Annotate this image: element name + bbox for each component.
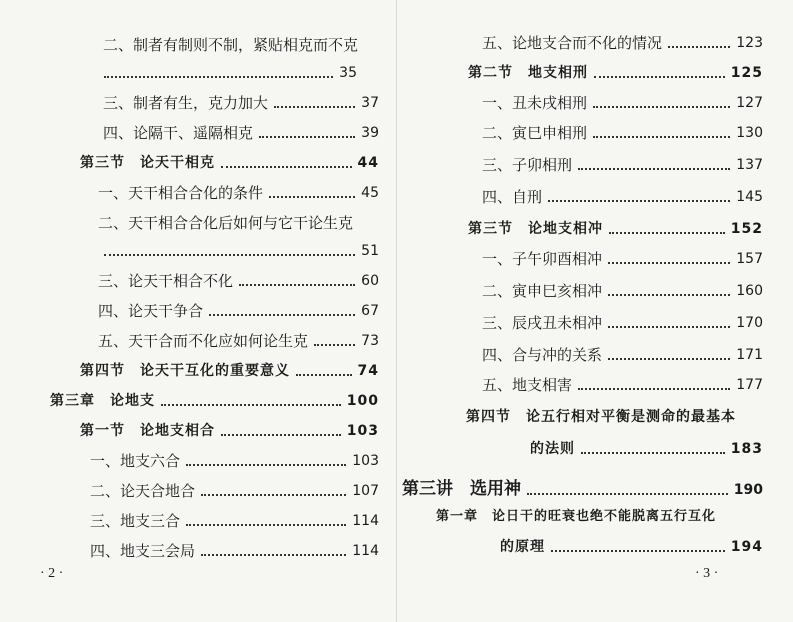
leader-dots — [578, 388, 730, 390]
toc-entry-page: 51 — [361, 243, 379, 259]
toc-entry[interactable] — [98, 272, 379, 290]
leader-dots — [594, 76, 725, 78]
toc-entry-title: 第三讲 选用神 — [402, 479, 521, 499]
leader-dots — [551, 550, 725, 552]
leader-dots — [608, 326, 730, 328]
toc-entry-page: 73 — [361, 333, 379, 349]
toc-section[interactable] — [80, 362, 379, 380]
leader-dots — [578, 168, 730, 170]
leader-dots — [296, 374, 352, 376]
toc-entry-title: 二、寅巳申相刑 — [482, 124, 588, 142]
toc-entry-page: 67 — [361, 303, 379, 319]
toc-entry-page: 74 — [357, 363, 379, 379]
toc-section[interactable] — [530, 440, 763, 458]
toc-entry-title: 四、论隔干、遥隔相克 — [103, 124, 254, 142]
toc-entry[interactable] — [103, 36, 358, 54]
toc-chapter[interactable] — [436, 508, 716, 526]
toc-entry[interactable] — [98, 242, 379, 260]
toc-entry-title: 二、天干相合合化后如何与它干论生克 — [98, 214, 354, 232]
page-number: · 2 · — [40, 566, 64, 581]
toc-entry-title: 四、自刑 — [482, 188, 543, 206]
toc-entry[interactable] — [98, 214, 353, 232]
toc-section[interactable] — [468, 220, 763, 238]
toc-entry-page: 170 — [736, 315, 763, 331]
toc-entry-page: 103 — [352, 453, 379, 469]
toc-entry[interactable] — [482, 282, 763, 300]
leader-dots — [201, 554, 346, 556]
toc-entry-title: 的法则 — [530, 441, 575, 457]
leader-dots — [608, 358, 730, 360]
toc-entry[interactable] — [482, 188, 763, 206]
left-page — [0, 0, 393, 622]
toc-entry-title: 二、寅申巳亥相冲 — [482, 282, 603, 300]
toc-entry[interactable] — [482, 156, 763, 174]
toc-entry[interactable] — [90, 452, 379, 470]
leader-dots — [104, 76, 333, 78]
page-number: · 3 · — [695, 566, 719, 581]
toc-entry[interactable] — [90, 512, 379, 530]
leader-dots — [608, 262, 730, 264]
toc-entry-page: 125 — [730, 65, 763, 81]
toc-entry-title: 五、天干合而不化应如何论生克 — [98, 332, 309, 350]
toc-entry-title: 第二节 地支相刑 — [468, 65, 588, 81]
toc-entry[interactable] — [482, 34, 763, 52]
toc-entry-title: 一、子午卯酉相冲 — [482, 250, 603, 268]
toc-section[interactable] — [466, 408, 736, 426]
toc-entry-title: 四、合与冲的关系 — [482, 346, 603, 364]
leader-dots — [593, 106, 730, 108]
toc-entry-page: 114 — [352, 513, 379, 529]
toc-entry-title: 一、天干相合合化的条件 — [98, 184, 264, 202]
leader-dots — [269, 196, 355, 198]
toc-entry-title: 五、论地支合而不化的情况 — [482, 34, 663, 52]
toc-entry-page: 45 — [361, 185, 379, 201]
toc-entry-title: 的原理 — [500, 539, 545, 555]
toc-lecture[interactable] — [402, 474, 763, 499]
toc-entry-title: 三、制者有生，克力加大 — [103, 94, 269, 112]
toc-entry[interactable] — [98, 64, 357, 82]
toc-entry-title: 第三章 论地支 — [50, 393, 155, 409]
leader-dots — [209, 314, 355, 316]
toc-chapter[interactable] — [50, 392, 379, 410]
toc-entry[interactable] — [482, 346, 763, 364]
toc-entry[interactable] — [98, 332, 379, 350]
toc-entry-title: 三、辰戌丑未相冲 — [482, 314, 603, 332]
leader-dots — [608, 294, 730, 296]
toc-entry-title: 一、丑未戌相刑 — [482, 94, 588, 112]
toc-entry-page: 157 — [736, 251, 763, 267]
toc-chapter[interactable] — [500, 538, 763, 556]
toc-entry-page: 137 — [736, 157, 763, 173]
toc-entry[interactable] — [103, 124, 379, 142]
leader-dots — [548, 200, 730, 202]
toc-entry-page: 171 — [736, 347, 763, 363]
toc-entry-page: 103 — [346, 423, 379, 439]
toc-entry-title: 四、论天干争合 — [98, 302, 204, 320]
leader-dots — [668, 46, 730, 48]
toc-section[interactable] — [80, 154, 379, 172]
leader-dots — [186, 464, 346, 466]
toc-entry[interactable] — [482, 124, 763, 142]
toc-entry[interactable] — [482, 314, 763, 332]
leader-dots — [274, 106, 355, 108]
toc-entry-title: 第四节 论五行相对平衡是测命的最基本 — [466, 409, 736, 425]
leader-dots — [221, 434, 341, 436]
toc-entry-title: 第三节 论地支相冲 — [468, 221, 603, 237]
toc-entry[interactable] — [103, 94, 379, 112]
toc-entry[interactable] — [90, 542, 379, 560]
toc-entry-title: 五、地支相害 — [482, 376, 573, 394]
toc-entry-page: 145 — [736, 189, 763, 205]
toc-entry-title: 第三节 论天干相克 — [80, 155, 215, 171]
leader-dots — [527, 493, 728, 495]
toc-entry[interactable] — [98, 302, 379, 320]
leader-dots — [593, 136, 730, 138]
toc-entry-title: 第四节 论天干互化的重要意义 — [80, 363, 290, 379]
toc-entry-title: 二、论天合地合 — [90, 482, 196, 500]
leader-dots — [314, 344, 355, 346]
toc-entry-page: 100 — [346, 393, 379, 409]
toc-entry-page: 37 — [361, 95, 379, 111]
toc-entry-title: 二、制者有制则不制，紧贴相克而不克 — [103, 36, 359, 54]
leader-dots — [581, 452, 725, 454]
toc-entry[interactable] — [482, 94, 763, 112]
leader-dots — [104, 254, 355, 256]
toc-entry[interactable] — [482, 376, 763, 394]
leader-dots — [609, 232, 725, 234]
toc-entry-page: 190 — [733, 482, 763, 498]
toc-entry-page: 107 — [352, 483, 379, 499]
toc-entry-page: 152 — [730, 221, 763, 237]
toc-entry-page: 183 — [730, 441, 763, 457]
toc-entry-title: 第一章 论日干的旺衰也绝不能脱离五行互化 — [436, 509, 717, 524]
leader-dots — [186, 524, 346, 526]
toc-entry-page: 127 — [736, 95, 763, 111]
toc-entry-title: 三、子卯相刑 — [482, 156, 573, 174]
toc-section[interactable] — [80, 422, 379, 440]
toc-entry-title: 一、地支六合 — [90, 452, 181, 470]
leader-dots — [221, 166, 352, 168]
page-gutter — [396, 0, 397, 622]
toc-entry-page: 123 — [736, 35, 763, 51]
toc-entry-title: 第一节 论地支相合 — [80, 423, 215, 439]
toc-entry-title: 三、地支三合 — [90, 512, 181, 530]
leader-dots — [259, 136, 355, 138]
toc-entry-page: 35 — [339, 65, 357, 81]
toc-entry-page: 39 — [361, 125, 379, 141]
leader-dots — [201, 494, 346, 496]
leader-dots — [239, 284, 355, 286]
toc-entry[interactable] — [482, 250, 763, 268]
toc-section[interactable] — [468, 64, 763, 82]
toc-entry-page: 130 — [736, 125, 763, 141]
toc-entry[interactable] — [98, 184, 379, 202]
right-page — [400, 0, 793, 622]
toc-entry-page: 177 — [736, 377, 763, 393]
toc-entry[interactable] — [90, 482, 379, 500]
toc-entry-title: 三、论天干相合不化 — [98, 272, 234, 290]
toc-entry-title: 四、地支三会局 — [90, 542, 196, 560]
toc-entry-page: 114 — [352, 543, 379, 559]
leader-dots — [161, 404, 341, 406]
toc-entry-page: 160 — [736, 283, 763, 299]
toc-entry-page: 44 — [357, 155, 379, 171]
toc-entry-page: 60 — [361, 273, 379, 289]
toc-entry-page: 194 — [730, 539, 763, 555]
